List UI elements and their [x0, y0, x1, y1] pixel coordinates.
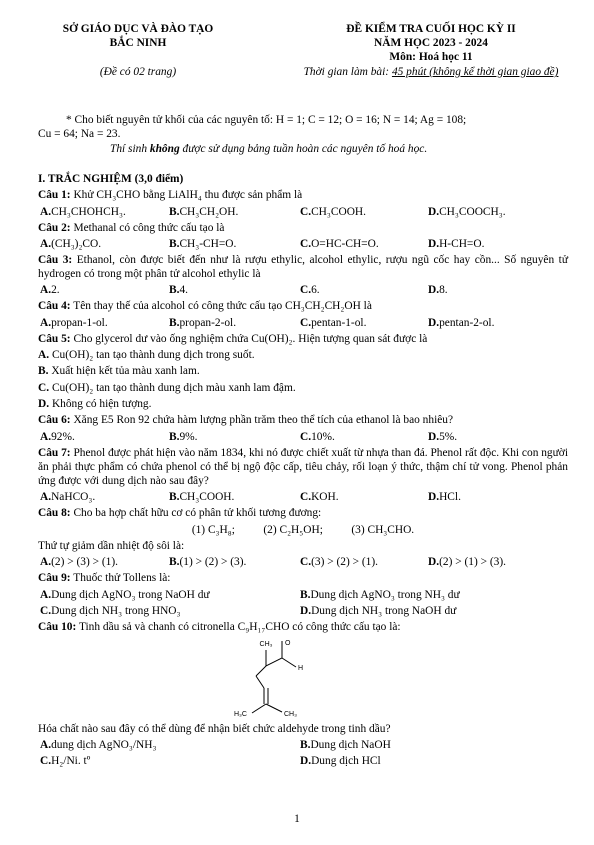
mol-hydrogen: H — [298, 664, 304, 672]
q2-options: A. (CH₃)₂CO. B. CH₃-CH=O. C. O=HC-CH=O. D. H-CH=O. — [40, 237, 485, 250]
question-7: Câu 7: Phenol được phát hiện vào năm 1834, khi nó được chiết xuất từ nhựa than đá. Phenol rất độc. Khi con người ăn phải thực phẩm có chứa phenol có thể bị ngộ độc cấp, tiêu chảy, rối loạn ý thức, thậm chí tử vong. Phenol phản ứng được với dung dịch nào sau đây? — [38, 446, 568, 488]
q8-options: A. (2) > (3) > (1). B. (1) > (2) > (3). C. (3) > (2) > (1). D. (2) > (1) > (3). — [40, 556, 507, 569]
q8-order: Thứ tự giảm dần nhiệt độ sôi là: — [38, 540, 185, 553]
question-10: Câu 10: Tinh dầu sả và chanh có citronella C₉H₁₇CHO có công thức cấu tạo là: — [38, 620, 401, 633]
q7-options: A. NaHCO₃. B. CH₃COOH. C. KOH. D. HCl. — [40, 491, 461, 504]
question-3: Câu 3: Ethanol, còn được biết đến như là rượu ethylic, alcohol ethylic, rượu ngũ cốc hay cồn... Số nguyên tử hydrogen có trong một phân tử alcohol ethylic là — [38, 253, 568, 281]
question-1: Câu 1: Khử CH₃CHO bằng LiAlH₄ thu được sản phẩm là — [38, 189, 303, 202]
school-year: NĂM HỌC 2023 - 2024 — [374, 37, 488, 49]
question-2: Câu 2: Methanal có công thức cấu tạo là — [38, 221, 225, 234]
mol-ch3-top: CH₃ — [259, 640, 273, 648]
question-4: Câu 4: Tên thay thế của alcohol có công thức cấu tạo CH₃CH₂CH₂OH là — [38, 300, 372, 313]
q10-options-ab: A. dung dịch AgNO₃/NH₃ B. Dung dịch NaOH — [40, 739, 391, 752]
question-6: Câu 6: Xăng E5 Ron 92 chứa hàm lượng phần trăm theo thể tích của ethanol là bao nhiêu? — [38, 414, 454, 427]
q3-options: A. 2. B. 4. C. 6. D. 8. — [40, 284, 448, 297]
instructions — [38, 113, 558, 156]
subject: Môn: Hoá học 11 — [389, 51, 473, 63]
page-number: 1 — [294, 813, 300, 825]
q9-options-ab: A. Dung dịch AgNO₃ trong NaOH dư B. Dung dịch AgNO₃ trong NH₃ dư — [40, 588, 460, 601]
atomic-mass-line: * Cho biết nguyên tử khối của các nguyên tố: H = 1; C = 12; O = 16; N = 14; Ag = 108; — [66, 114, 467, 126]
q10-question: Hóa chất nào sau đây có thể dùng để nhận biết chức aldehyde trong tinh dầu? — [38, 722, 391, 735]
province-name: BẮC NINH — [109, 37, 167, 49]
department-name: SỞ GIÁO DỤC VÀ ĐÀO TẠO — [62, 23, 214, 35]
mol-oxygen: O — [285, 639, 291, 647]
atomic-mass-line-2: Cu = 64; Na = 23. — [38, 128, 121, 141]
exam-title: ĐỀ KIỂM TRA CUỐI HỌC KỲ II — [346, 23, 516, 35]
section-title: I. TRẮC NGHIỆM (3,0 điểm) — [38, 173, 184, 185]
q8-compounds: (1) C₃H₈; (2) C₂H₅OH; (3) CH₃CHO. — [191, 523, 415, 536]
citronella-structure — [230, 636, 340, 720]
mol-h3c: H₃C — [234, 710, 247, 718]
mol-ch3-right: CH₃ — [284, 710, 297, 718]
q4-options: A. propan-1-ol. B. propan-2-ol. C. pentan-1-ol. D. pentan-2-ol. — [40, 316, 495, 329]
q9-options-cd: C. Dung dịch NH₃ trong HNO₃ D. Dung dịch NH₃ trong NaOH dư — [40, 604, 457, 617]
q5-option-c: C. Cu(OH)₂ tan tạo thành dung dịch màu xanh lam đậm. — [38, 381, 296, 394]
q5-option-d: D. Không có hiện tượng. — [38, 397, 152, 410]
periodic-table-note: Thí sinh không được sử dụng bảng tuần hoàn các nguyên tố hoá học. — [110, 142, 428, 155]
question-9: Câu 9: Thuốc thử Tollens là: — [38, 572, 171, 585]
question-8: Câu 8: Cho ba hợp chất hữu cơ có phân tử khối tương đương: — [38, 507, 322, 520]
question-5: Câu 5: Cho glycerol dư vào ống nghiệm chứa Cu(OH)₂. Hiện tượng quan sát được là — [38, 332, 428, 345]
q10-options-cd: C. H₂/Ni. tº D. Dung dịch HCl — [40, 755, 381, 768]
q5-option-a: A. Cu(OH)₂ tan tạo thành dung dịch trong suốt. — [38, 349, 255, 362]
question-list — [38, 172, 568, 770]
time-limit: Thời gian làm bài: 45 phút (không kể thời gian giao đề) — [303, 66, 559, 78]
page-count-note: (Đề có 02 trang) — [99, 66, 177, 78]
q1-options: A. CH₃CHOHCH₃. B. CH₃CH₂OH. C. CH₃COOH. D. CH₃COOCH₃. — [40, 205, 506, 218]
q5-option-b: B. Xuất hiện kết tủa màu xanh lam. — [38, 365, 200, 378]
q6-options: A. 92%. B. 9%. C. 10%. D. 5%. — [40, 430, 458, 443]
